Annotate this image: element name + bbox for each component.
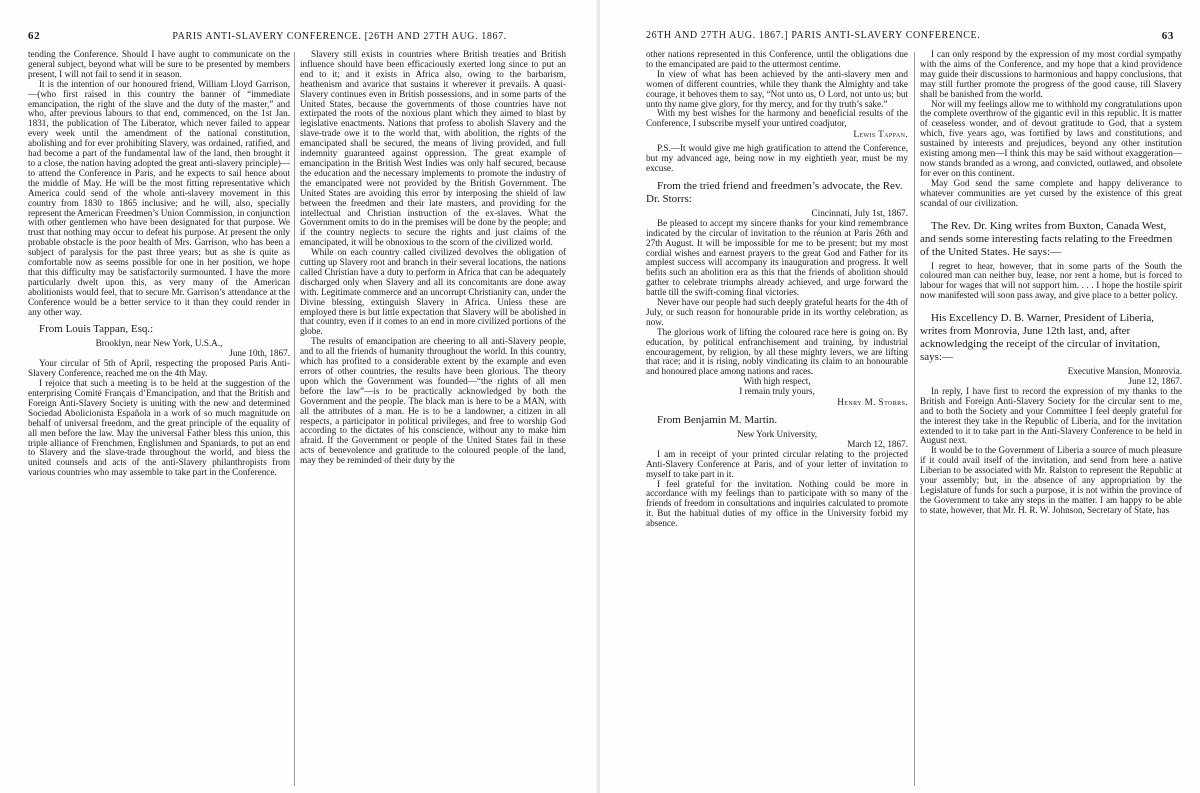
- spacer: [920, 209, 1182, 214]
- paragraph: I feel grateful for the invitation. Nothing could be more in accordance with my feelings than to participate with so many of the friends of freedom in consultations and inquiries calculated to promote it. But the habitual duties of my office in the University forbid my absence.: [646, 478, 908, 529]
- paragraph: It is the intention of our honoured friend, William Lloyd Garrison,—(who first raised in this country the banner of “immediate emancipation, the right of the slave and the duty of the master,” and who, after previous labours to that end, commenced, on the 1st Jan. 1831, the publication of The Liberator, which never failed to appear every week until the amendment of the national constitution, abolishing and for ever prohibiting Slavery, was ordained, ratified, and had become a part of the fundamental law of the land, then brought it to a close, the nation having adopted the great anti-slavery principle)—to attend the Conference in Paris, and he expects to sail hence about the middle of May. He will be the most fitting representative which America could send of the whole anti-slavery movement in this country from 1830 to 1865 inclusive; and he will, also, specially represent the American Freedmen’s Union Commission, in conjunction with other gentlemen who have been designated for that purpose. We trust that nothing may occur to defeat his purpose. At present the only probable obstacle is the poor health of Mrs. Garrison, who has been a subject of paralysis for the past three years; but as she is quite as comfortable now as seems possible for one in her position, we hope that this difficulty may be satisfactorily surmounted. I have the more particularly dwelt upon this, as very many of the American abolitionists would feel, that to secure Mr. Garrison’s attendance at the Conference would be a better service to it than they could render in any other way.: [28, 78, 290, 317]
- dateline: March 12, 1867.: [847, 438, 908, 449]
- letter-heading: From Benjamin M. Martin.: [657, 414, 778, 426]
- dateline: June 12, 1867.: [1128, 376, 1182, 387]
- text-column-left-2: [300, 50, 566, 786]
- paragraph: Nor will my feelings allow me to withhold my congratulations upon the complete overthrow of the gigantic evil in this republic. It is matter of ceaseless wonder, and of devout gratitude to God, that a system which, five years ago, was fortified by laws and constitutions, and sustained by interests and prejudices, beyond any other institution existing among men—I think this may be said without exaggeration—now stands branded as a wrong, and convicted, outlawed, and obsolete for ever on this continent.: [920, 98, 1182, 178]
- dateline: Executive Mansion, Monrovia.: [1067, 366, 1182, 377]
- letter-heading: His Excellency D. B. Warner, President of Liberia, writes from Monrovia, June 12th last, and, after acknowledging the receipt of the circular of invitation, says:—: [920, 312, 1161, 364]
- signature: Henry M. Storrs.: [837, 397, 908, 408]
- paragraph: Slavery still exists in countries where British treaties and British influence should have been efficaciously exerted long since to put an end to it; and it exists in Africa also, owing to the barbarism, heathenism and avarice that sustains it wherever it prevails. A quasi-Slavery continues even in British possessions, and in some parts of the United States, because the governments of those countries have not extirpated the roots of the noxious plant which they aimed to blast by legislative enactments. Nations that profess to abolish Slavery and the slave-trade owe it to the world that, with abolition, the rights of the emancipated shall be secured, the means of living provided, and full indemnity guaranteed against oppression. The great example of emancipation in the British West Indies was only half secured, because the education and the necessary implements to promote the industry of the emancipated were not provided by the British Government. The United States are avoiding this error by interposing the shield of law between the freedmen and their late masters, and providing for the intellectual and Christian instruction of the ex-slaves. What the Government omits to do in the premises will be done by the people; and if the country neglects to secure the rights and just claims of the emancipated, it will be obnoxious to the scorn of the civilized world.: [300, 50, 566, 248]
- page-number: 63: [1161, 30, 1174, 42]
- column-divider: [294, 52, 295, 786]
- paragraph: P.S.—It would give me high gratification to attend the Conference, but my advanced age, being now in my eightieth year, must be my excuse.: [646, 143, 908, 173]
- column-divider: [914, 52, 915, 786]
- running-head-right: [646, 30, 1174, 46]
- text-column-right-1: [646, 50, 908, 786]
- paragraph: The results of emancipation are cheering to all anti-Slavery people, and to all the friends of humanity throughout the world. In this country, which has profited to a considerable extent by the example and even errors of other countries, the results have been glorious. The theory upon which the Government was founded—“the rights of all men before the law”—is to be practically acknowledged by both the Government and the people. The black man is here to be a MAN, with all the attributes of a man. He is to be a landowner, a citizen in all respects, a participator in political privileges, and free to worship God according to the dictates of his conscience, without any to make him afraid. If the Government or people of the United States fail in these acts of benevolence and gratitude to the coloured people of the land, may they be reminded of their duty by the: [300, 336, 566, 466]
- closing-line: I remain truly yours,: [739, 386, 815, 397]
- paragraph: other nations represented in this Conference, until the obligations due to the emancipated are paid to the uttermost centime.: [646, 50, 908, 69]
- closing-line: Brooklyn, near New York, U.S.A.,: [95, 338, 223, 349]
- paragraph: tending the Conference. Should I have aught to communicate on the general subject, beyond what will be sure to be presented by members present, I will not fail to send it in season.: [28, 50, 290, 79]
- paragraph: The glorious work of lifting the coloured race here is going on. By education, by political enfranchisement and training, by industrial encouragement, by religion, by all these mighty levers, we are lifting that race; and it is rising, nobly vindicating its claim to an honourable and honoured place among nations and races.: [646, 326, 908, 377]
- text-column-left-1: [28, 50, 290, 786]
- paragraph: Never have our people had such deeply grateful hearts for the 4th of July, or such reason for honourable pride in its worthy celebration, as now.: [646, 297, 908, 327]
- running-head-title: 26TH AND 27TH AUG. 1867.] PARIS ANTI-SLAVERY CONFERENCE.: [646, 30, 981, 41]
- letter-heading: From the tried friend and freedmen’s advocate, the Rev. Dr. Storrs:: [646, 179, 903, 205]
- paragraph: It would be to the Government of Liberia a source of much pleasure if it could avail itself of the invitation, and send from here a native Liberian to be associated with Mr. Ralston to represent the Republic at your assembly; but, in the absence of any appropriation by the Legislature of funds for such a purpose, it is not within the province of the Government to take any steps in the matter. I am happy to be able to state, however, that Mr. H. R. W. Johnson, Secretary of State, has: [920, 445, 1182, 515]
- running-head-title: PARIS ANTI-SLAVERY CONFERENCE. [26TH AND 27TH AUG. 1867.: [172, 31, 507, 42]
- letter-heading: The Rev. Dr. King writes from Buxton, Canada West, and sends some interesting facts relating to the Freedmen of the United States. He says:—: [920, 219, 1173, 258]
- paragraph: I regret to hear, however, that in some parts of the South the coloured man can neither buy, lease, nor rent a home, but is forced to labour for wages that will not support him. . . . I hope the hostile spirit now manifested will soon pass away, and give place to a better policy.: [920, 260, 1182, 301]
- paragraph: Be pleased to accept my sincere thanks for your kind remembrance indicated by the circular of invitation to the réunion at Paris 26th and 27th August. It will be impossible for me to be present; but my most cordial wishes and earnest prayers to the great God and Father for its amplest success will accompany its inauguration and progress. It well befits such an abolition era as this that the friends of abolition should gather to celebrate triumphs already achieved, and urge forward the battle till the swift-coming final victories.: [646, 217, 908, 298]
- right-page: [600, 0, 1200, 793]
- signature: Lewis Tappan.: [853, 129, 908, 140]
- paragraph: With my best wishes for the harmony and beneficial results of the Conference, I subscribe myself your untired coadjutor,: [646, 108, 908, 129]
- dateline: June 10th, 1867.: [229, 348, 290, 359]
- running-head-left: [28, 30, 578, 46]
- text-column-right-2: [920, 50, 1182, 786]
- spacer: [920, 301, 1182, 306]
- closing-line: With high respect,: [743, 376, 811, 387]
- paragraph: I rejoice that such a meeting is to be held at the suggestion of the enterprising Comité Français d’Emancipation, and that the British and Foreign Anti-Slavery Society is uniting with the new and determined Sociedad Abolicionista Española in a work of so much magnitude on behalf of universal freedom, and the great principle of the equality of all men before the law. May the universal Father bless this union, this triple alliance of Frenchmen, Englishmen and Spaniards, to put an end to Slavery and the slave-trade throughout the world, and bless the united counsels and acts of the anti-Slavery philanthropists from various countries who may assemble to take part in the Conference.: [28, 378, 290, 478]
- letter-heading: From Louis Tappan, Esq.:: [39, 323, 154, 336]
- closing-line: New York University,: [736, 429, 818, 439]
- dateline: Cincinnati, July 1st, 1867.: [811, 207, 908, 218]
- paragraph: Your circular of 5th of April, respecting the proposed Paris Anti-Slavery Conference, reached me on the 4th May.: [28, 358, 290, 379]
- paragraph: May God send the same complete and happy deliverance to whatever communities are yet cursed by the existence of this great scandal of our civilization.: [920, 177, 1182, 208]
- page-number: 62: [28, 30, 41, 42]
- paragraph: In view of what has been achieved by the anti-slavery men and women of different countries, while they thank the Almighty and take courage, it behoves them to say, “Not unto us, O Lord, not unto us; but unto thy name give glory, for thy mercy, and for thy truth’s sake.”: [646, 68, 908, 109]
- paragraph: In reply, I have first to record the expression of my thanks to the British and Foreign Anti-Slavery Society for the circular sent to me, and to both the Society and your Committee I feel deeply grateful for the interest they take in the Republic of Liberia, and for the invitation extended to it to take part in the Anti-Slavery Conference to be held in August next.: [920, 385, 1182, 446]
- paragraph: I am in receipt of your printed circular relating to the projected Anti-Slavery Conference at Paris, and of your letter of invitation to myself to take part in it.: [646, 448, 908, 479]
- paragraph: While on each country called civilized devolves the obligation of cutting up Slavery root and branch in their several locations, the nations called Christian have a duty to perform in Africa that can be adequately discharged only when Slavery and all its concomitants are done away with. Legitimate commerce and an uncorrupt Christianity can, under the Divine blessing, extinguish Slavery in Africa. Unless these are employed there is but little expectation that Slavery will be abolished in that country, even if it comes to an end in more civilized portions of the globe.: [300, 247, 566, 337]
- paragraph: I can only respond by the expression of my most cordial sympathy with the aims of the Conference, and my hope that a kind providence may guide their discussions to harmonious and happy conclusions, that may still further promote the progress of the good cause, till Slavery shall be banished from the world.: [920, 50, 1182, 99]
